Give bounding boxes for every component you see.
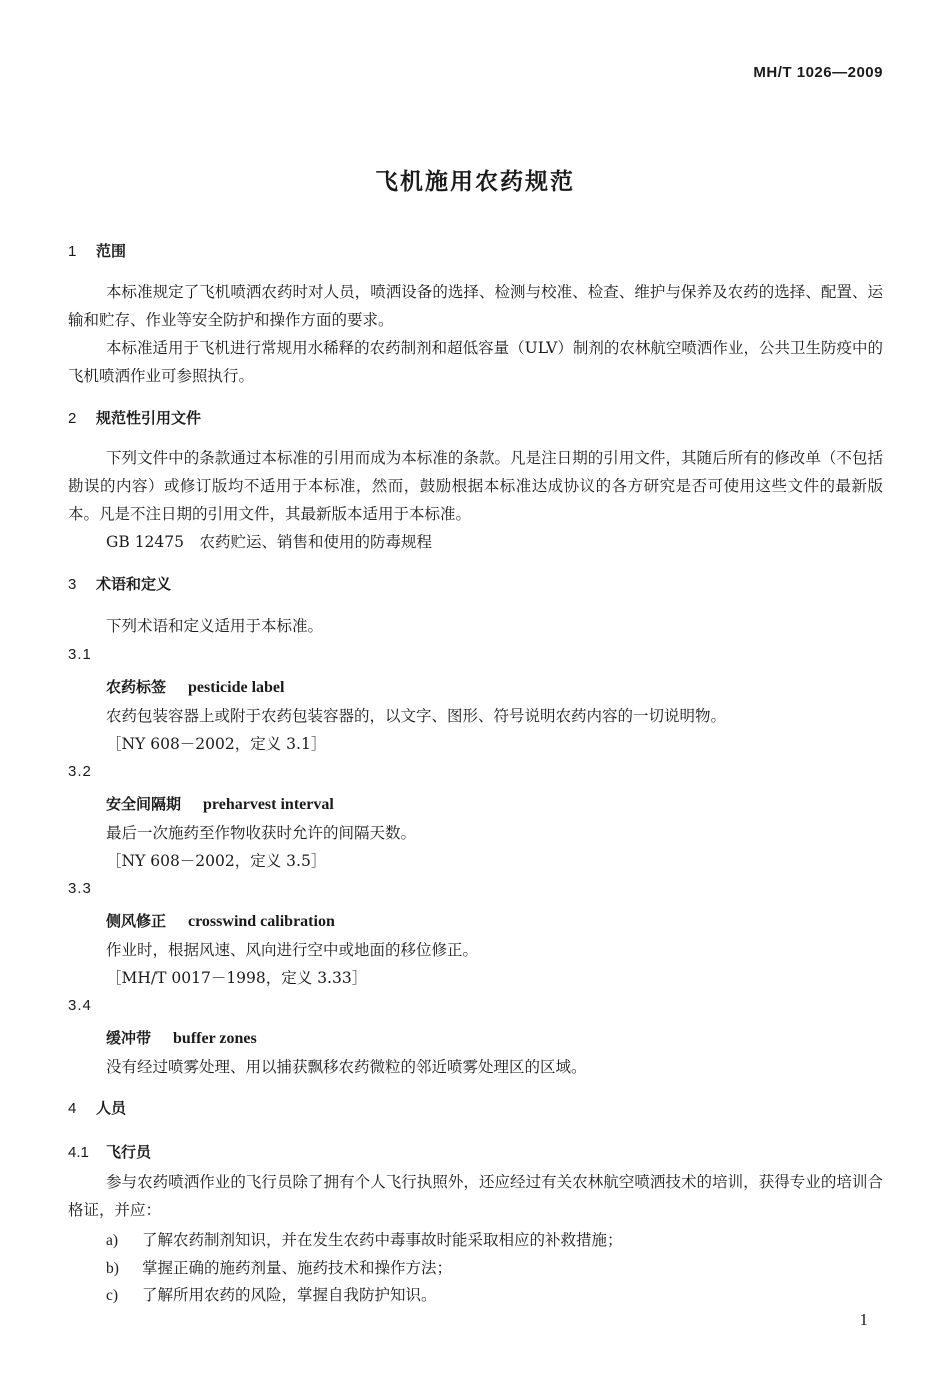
term-source: ［NY 608－2002，定义 3.5］	[106, 852, 327, 870]
term-chinese: 缓冲带	[106, 1029, 152, 1047]
term-entry	[106, 676, 284, 697]
term-english: buffer zones	[173, 1030, 257, 1047]
list-marker: c)	[106, 1287, 119, 1304]
normative-reference: GB 12475 农药贮运、销售和使用的防毒规程	[106, 533, 433, 551]
section-number: 2	[68, 410, 77, 427]
list-marker: b)	[106, 1260, 119, 1277]
term-entry	[106, 910, 335, 931]
term-definition: 没有经过喷雾处理、用以捕获飘移农药微粒的邻近喷雾处理区的区域。	[106, 1058, 587, 1076]
term-chinese: 侧风修正	[106, 912, 167, 930]
section-2-heading	[68, 407, 201, 428]
section-number: 3	[68, 576, 77, 593]
list-text: 了解所用农药的风险，掌握自我防护知识。	[142, 1286, 437, 1304]
section-title: 人员	[96, 1099, 127, 1117]
term-english: crosswind calibration	[188, 913, 335, 930]
clause-number: 3.1	[68, 646, 92, 663]
list-text: 了解农药制剂知识，并在发生农药中毒事故时能采取相应的补救措施；	[142, 1231, 623, 1249]
term-entry	[106, 793, 334, 814]
term-definition: 最后一次施药至作物收获时允许的间隔天数。	[106, 824, 417, 842]
term-source: ［MH/T 0017－1998，定义 3.33］	[106, 969, 368, 987]
term-english: preharvest interval	[203, 796, 334, 813]
section-2-paragraph-1: 下列文件中的条款通过本标准的引用而成为本标准的条款。凡是注日期的引用文件，其随后所有的修改单（不包括勘误的内容）或修订版均不适用于本标准，然而，鼓励根据本标准达成协议的各方研究是否可使用这些文件的最新版本。凡是不注日期的引用文件，其最新版本适用于本标准。	[68, 449, 883, 523]
term-chinese: 农药标签	[106, 678, 167, 696]
term-chinese: 安全间隔期	[106, 795, 182, 813]
section-1-heading	[68, 240, 126, 261]
list-marker: a)	[106, 1232, 119, 1249]
section-4-heading	[68, 1097, 126, 1118]
list-item	[106, 1228, 623, 1250]
list-item	[106, 1256, 452, 1278]
list-item	[106, 1283, 437, 1305]
term-source: ［NY 608－2002，定义 3.1］	[106, 735, 327, 753]
section-3-heading	[68, 573, 171, 594]
section-title: 规范性引用文件	[96, 409, 202, 427]
section-3-intro: 下列术语和定义适用于本标准。	[106, 617, 324, 635]
section-1-paragraph-2: 本标准适用于飞机进行常规用水稀释的农药制剂和超低容量（ULV）制剂的农林航空喷洒作业，公共卫生防疫中的飞机喷洒作业可参照执行。	[68, 339, 883, 385]
subsection-title: 飞行员	[106, 1143, 152, 1161]
term-definition: 农药包装容器上或附于农药包装容器的，以文字、图形、符号说明农药内容的一切说明物。	[106, 707, 727, 725]
clause-number: 3.3	[68, 880, 92, 897]
term-english: pesticide label	[188, 679, 285, 696]
list-text: 掌握正确的施药剂量、施药技术和操作方法；	[142, 1259, 453, 1277]
section-number: 1	[68, 243, 77, 260]
section-1-paragraph-1: 本标准规定了飞机喷洒农药时对人员，喷洒设备的选择、检测与校准、检查、维护与保养及农药的选择、配置、运输和贮存、作业等安全防护和操作方面的要求。	[68, 283, 883, 329]
subsection-4-1-heading	[68, 1141, 151, 1162]
clause-number: 3.2	[68, 763, 92, 780]
standard-code: MH/T 1026—2009	[753, 64, 883, 81]
section-number: 4	[68, 1100, 77, 1117]
subsection-4-1-paragraph: 参与农药喷洒作业的飞行员除了拥有个人飞行执照外，还应经过有关农林航空喷洒技术的培训，获得专业的培训合格证，并应：	[68, 1173, 883, 1219]
page-number: 1	[859, 1310, 868, 1329]
section-title: 术语和定义	[96, 575, 172, 593]
subsection-number: 4.1	[68, 1144, 89, 1161]
section-title: 范围	[96, 242, 127, 260]
term-definition: 作业时，根据风速、风向进行空中或地面的移位修正。	[106, 941, 479, 959]
document-title: 飞机施用农药规范	[375, 169, 575, 195]
clause-number: 3.4	[68, 997, 92, 1014]
term-entry	[106, 1027, 257, 1048]
